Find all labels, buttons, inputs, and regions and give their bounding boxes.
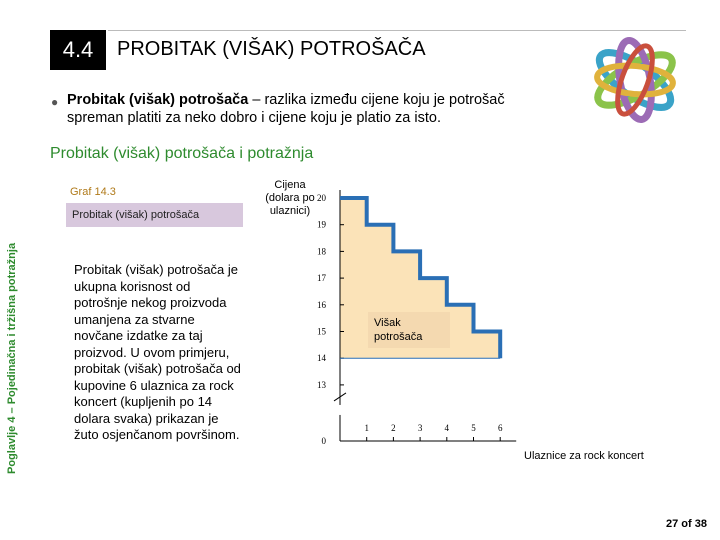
y-tick-label: 18 <box>317 246 326 257</box>
definition-term: Probitak (višak) potrošača <box>67 92 249 108</box>
definition-bullet <box>67 91 557 127</box>
figure-number-label: Graf 14.3 <box>70 186 116 198</box>
y-tick-label: 16 <box>317 299 326 310</box>
bullet-icon: ● <box>51 95 59 109</box>
y-tick-label: 19 <box>317 219 326 230</box>
figure-title-box: Probitak (višak) potrošača <box>66 203 243 227</box>
x-tick-label: 1 <box>364 423 369 433</box>
y-tick-label: 20 <box>317 193 326 203</box>
x-axis-title: Ulaznice za rock koncert <box>524 450 644 462</box>
x-tick-label: 3 <box>417 423 423 433</box>
y-axis-title: Cijena (dolara po ulaznici) <box>265 179 315 217</box>
y-tick-label: 14 <box>317 353 326 364</box>
slide-title: PROBITAK (VIŠAK) POTROŠAČA <box>117 38 426 60</box>
x-tick-label: 4 <box>444 423 450 433</box>
rings-logo-icon <box>580 30 690 130</box>
x-tick-label: 6 <box>497 423 503 433</box>
section-number-badge: 4.4 <box>50 30 106 70</box>
definition-text: – razlika između cijene koju je potrošač spreman platiti za neko dobro i cijene koju je platio za isto. <box>67 92 505 126</box>
section-subtitle: Probitak (višak) potrošača i potražnja <box>50 145 314 162</box>
chapter-side-label: Poglavlje 4 – Pojedinačna i tržišna potražnja <box>6 242 18 474</box>
x-tick-label: 5 <box>471 423 476 433</box>
x-tick-label: 2 <box>391 423 396 433</box>
y-tick-label: 0 <box>321 436 326 446</box>
surplus-label: Višak potrošača <box>374 317 423 343</box>
consumer-surplus-chart <box>232 170 672 470</box>
page-number: 27 of 38 <box>666 518 707 530</box>
y-tick-label: 13 <box>317 379 326 390</box>
axis-break-gap <box>338 405 342 415</box>
y-tick-label: 17 <box>317 273 326 284</box>
y-tick-label: 15 <box>317 326 326 337</box>
figure-description: Probitak (višak) potrošača je ukupna korisnost od potrošnje nekog proizvoda umanjena za stvarne novčane izdatke za taj proizvod. U ovom primjeru, probitak (višak) potrošača od kupovine 6 ulaznica za rock koncert (kupljenih po 14 dolara svaka) prikazan je žuto osjenčanom površinom. <box>74 262 241 442</box>
